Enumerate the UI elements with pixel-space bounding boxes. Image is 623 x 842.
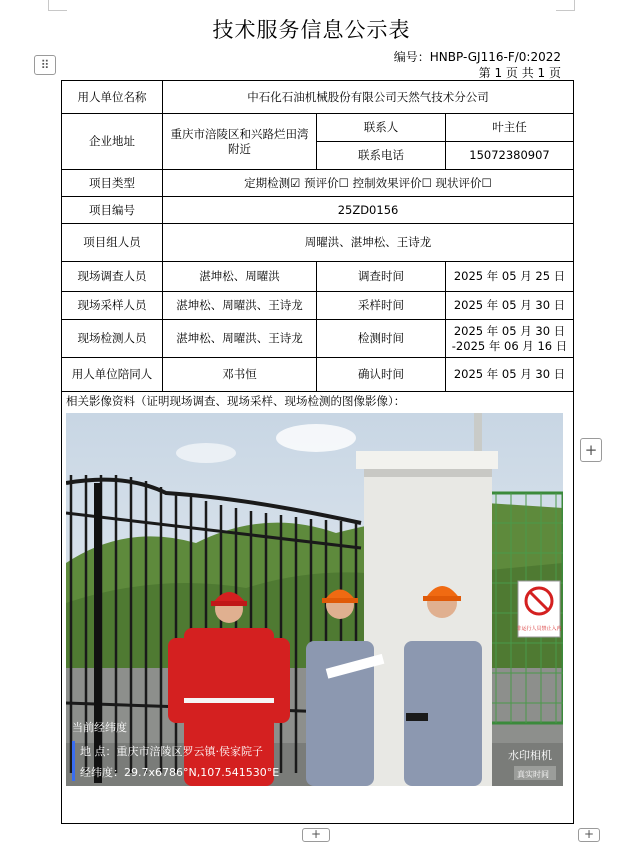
move-handle-icon: ⠿ (40, 58, 50, 72)
table-row (62, 320, 574, 358)
table-row (62, 197, 574, 224)
survey-time-value: 2025 年 05 月 25 日 (446, 262, 574, 292)
confirm-time-value: 2025 年 05 月 30 日 (446, 358, 574, 392)
document-title: 技术服务信息公示表 (212, 18, 411, 42)
table-row (62, 170, 574, 197)
watermark-title: 当前经纬度 (72, 721, 127, 734)
contact-value: 叶主任 (446, 114, 574, 142)
testing-time-label: 检测时间 (317, 320, 446, 358)
bottom-handle[interactable] (302, 828, 330, 842)
employer-value: 中石化石油机械股份有限公司天然气技术分公司 (163, 81, 574, 114)
address-value: 重庆市涪陵区和兴路烂田湾附近 (163, 114, 317, 170)
sign-text: 非运行人员禁止入内 (516, 626, 562, 632)
watermark-coords: 经纬度：29.7x6786°N,107.541530°E (80, 766, 280, 779)
sampling-time-label: 采样时间 (317, 292, 446, 320)
bottom-handle[interactable] (578, 828, 600, 842)
escort-label: 用人单位陪同人 (62, 358, 163, 392)
sampling-value: 湛坤松、周曜洪、王诗龙 (163, 292, 317, 320)
add-row-handle[interactable] (580, 438, 602, 462)
survey-label: 现场调查人员 (62, 262, 163, 292)
testing-time-start: 2025 年 05 月 30 日 (453, 323, 566, 338)
survey-value: 湛坤松、周曜洪 (163, 262, 317, 292)
info-table (61, 80, 574, 824)
survey-time-label: 调查时间 (317, 262, 446, 292)
plus-icon: + (583, 827, 595, 841)
site-photo-illustration (66, 413, 563, 786)
page-corner-mark (48, 0, 67, 11)
table-row (62, 224, 574, 262)
phone-value: 15072380907 (446, 142, 574, 170)
testing-time-end: -2025 年 06 月 16 日 (451, 338, 568, 353)
plus-icon: + (584, 441, 598, 459)
employer-label: 用人单位名称 (62, 81, 163, 114)
page-number: 第 1 页 共 1 页 (478, 66, 561, 80)
watermark-brand: 水印相机 (508, 749, 552, 762)
table-row (62, 262, 574, 292)
site-photo (66, 413, 563, 786)
table-row (62, 392, 574, 824)
table-row (62, 292, 574, 320)
contact-label: 联系人 (317, 114, 446, 142)
testing-value: 湛坤松、周曜洪、王诗龙 (163, 320, 317, 358)
testing-label: 现场检测人员 (62, 320, 163, 358)
image-caption: 相关影像资料（证明现场调查、现场采样、现场检测的图像影像）： (66, 394, 406, 408)
watermark-brand-sub: 真实时间 (517, 770, 549, 779)
table-row (62, 358, 574, 392)
plus-icon: + (310, 827, 322, 841)
sampling-time-value: 2025 年 05 月 30 日 (446, 292, 574, 320)
phone-label: 联系电话 (317, 142, 446, 170)
confirm-time-label: 确认时间 (317, 358, 446, 392)
page-corner-mark (556, 0, 575, 11)
sampling-label: 现场采样人员 (62, 292, 163, 320)
team-label: 项目组人员 (62, 224, 163, 262)
document-number: 编号：HNBP-GJ116-F/0:2022 (393, 50, 561, 64)
table-move-handle[interactable] (34, 55, 56, 75)
watermark-location: 地 点：重庆市涪陵区罗云镇·侯家院子 (80, 745, 263, 758)
address-label: 企业地址 (62, 114, 163, 170)
escort-value: 邓书恒 (163, 358, 317, 392)
project-type-label: 项目类型 (62, 170, 163, 197)
project-type-options: 定期检测☑ 预评价☐ 控制效果评价☐ 现状评价☐ (163, 170, 574, 197)
project-no-label: 项目编号 (62, 197, 163, 224)
table-row (62, 114, 574, 142)
image-cell (62, 392, 574, 824)
testing-time-value (446, 320, 574, 358)
table-row (62, 81, 574, 114)
team-value: 周曜洪、湛坤松、王诗龙 (163, 224, 574, 262)
project-no-value: 25ZD0156 (163, 197, 574, 224)
